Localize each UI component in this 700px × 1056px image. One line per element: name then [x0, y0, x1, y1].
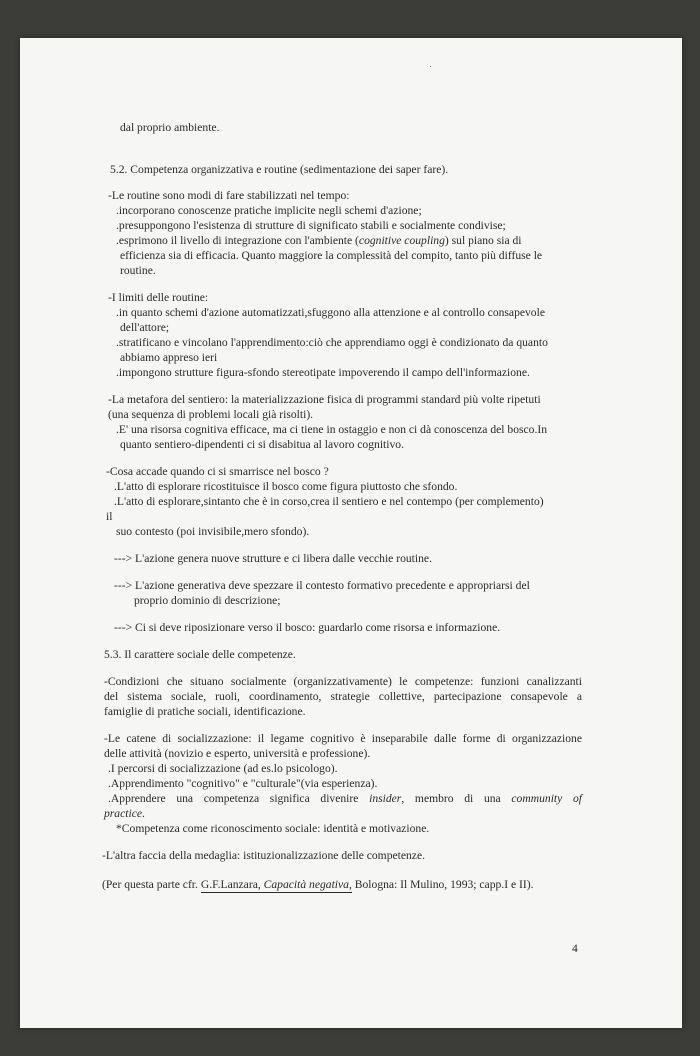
- text-run: .Apprendere una competenza significa divenire: [108, 792, 370, 805]
- section-heading-5-3: 5.3. Il carattere sociale delle competenze.: [104, 648, 296, 661]
- speck: [430, 66, 431, 67]
- section-heading-5-2: 5.2. Competenza organizzativa e routine (sedimentazione dei saper fare).: [110, 163, 449, 176]
- text-line: -Le routine sono modi di fare stabilizzati nel tempo:: [108, 189, 350, 202]
- text-line: [116, 234, 522, 248]
- text-line: dell'attore;: [120, 321, 170, 334]
- arrow-line: ---> L'azione genera nuove strutture e ci libera dalle vecchie routine.: [114, 552, 432, 565]
- italic-term: cognitive coupling: [358, 234, 445, 247]
- paper-sheet: [20, 38, 682, 1028]
- text-run: (Per questa parte cfr.: [102, 878, 201, 891]
- text-run: G.F.Lanzara,: [200, 878, 264, 891]
- text-run: .esprimono il livello di integrazione con l'ambiente (: [116, 234, 359, 247]
- text-line: famiglie di pratiche sociali, identificazione.: [104, 705, 306, 718]
- text-line: [108, 792, 582, 806]
- citation-line: [102, 878, 533, 892]
- text-line: (una sequenza di problemi locali già risolti).: [108, 408, 314, 421]
- text-line: efficienza sia di efficacia. Quanto maggiore la complessità del compito, tanto più diffuse le: [120, 249, 543, 262]
- text-line: .I percorsi di socializzazione (ad es.lo psicologo).: [108, 762, 338, 775]
- text-line: *Competenza come riconoscimento sociale: identità e motivazione.: [116, 822, 430, 835]
- text-line: il: [106, 510, 113, 523]
- text-line: routine.: [120, 264, 156, 277]
- text-line: .in quanto schemi d'azione automatizzati,sfuggono alla attenzione e al controllo consapevole: [116, 306, 545, 319]
- text-line: dal proprio ambiente.: [120, 121, 220, 134]
- text-line: .E' una risorsa cognitiva efficace, ma ci tiene in ostaggio e non ci dà conoscenza del bosco.In: [116, 423, 548, 436]
- text-line: suo contesto (poi invisibile,mero sfondo).: [116, 525, 310, 538]
- text-line: .incorporano conoscenze pratiche implicite negli schemi d'azione;: [116, 204, 422, 217]
- arrow-line: ---> Ci si deve riposizionare verso il bosco: guardarlo come risorsa e informazione.: [114, 621, 501, 634]
- text-line: -Le catene di socializzazione: il legame cognitivo è inseparabile dalle forme di organizzazione: [104, 732, 582, 745]
- italic-term: practice: [104, 807, 142, 820]
- text-line: .Apprendimento "cognitivo" e "culturale"(via esperienza).: [108, 777, 378, 790]
- text-line: delle attività (novizio e esperto, università e professione).: [104, 747, 371, 760]
- italic-term: insider: [369, 792, 402, 805]
- text-line: .L'atto di esplorare ricostituisce il bosco come figura piuttosto che sfondo.: [114, 480, 458, 493]
- underlined-reference: [201, 878, 352, 893]
- italic-title: Capacità negativa,: [263, 878, 352, 891]
- text-line: -Cosa accade quando ci si smarrisce nel bosco ?: [106, 465, 329, 478]
- text-line: [104, 807, 145, 821]
- text-line: -L'altra faccia della medaglia: istituzionalizzazione delle competenze.: [102, 849, 426, 862]
- text-run: Bologna: Il Mulino, 1993; capp.I e II).: [351, 878, 534, 891]
- text-line: abbiamo appreso ieri: [120, 351, 218, 364]
- text-line: .L'atto di esplorare,sintanto che è in corso,crea il sentiero e nel contempo (per complemento): [114, 495, 544, 508]
- text-line: proprio dominio di descrizione;: [134, 594, 281, 607]
- text-line: -Condizioni che situano socialmente (organizzativamente) le competenze: funzioni canalizzanti: [104, 675, 582, 688]
- page-number: 4: [572, 942, 578, 955]
- text-line: .impongono strutture figura-sfondo stereotipate impoverendo il campo dell'informazione.: [116, 366, 530, 379]
- arrow-line: ---> L'azione generativa deve spezzare il contesto formativo precedente e appropriarsi del: [114, 579, 530, 592]
- text-run: .: [142, 807, 145, 820]
- text-run: , membro di una: [401, 792, 512, 805]
- text-line: quanto sentiero-dipendenti ci si disabitua al lavoro cognitivo.: [120, 438, 404, 451]
- text-line: -I limiti delle routine:: [108, 291, 209, 304]
- text-line: .stratificano e vincolano l'apprendimento:ciò che apprendiamo oggi è condizionato da quanto: [116, 336, 548, 349]
- text-line: -La metafora del sentiero: la materializzazione fisica di programmi standard più volte ripetuti: [108, 393, 541, 406]
- text-line: .presuppongono l'esistenza di strutture di significato stabili e socialmente condivise;: [116, 219, 506, 232]
- text-run: ) sul piano sia di: [444, 234, 522, 247]
- text-line: del sistema sociale, ruoli, coordinamento, strategie collettive, partecipazione consapevole a: [104, 690, 582, 703]
- italic-term: community of: [511, 792, 582, 805]
